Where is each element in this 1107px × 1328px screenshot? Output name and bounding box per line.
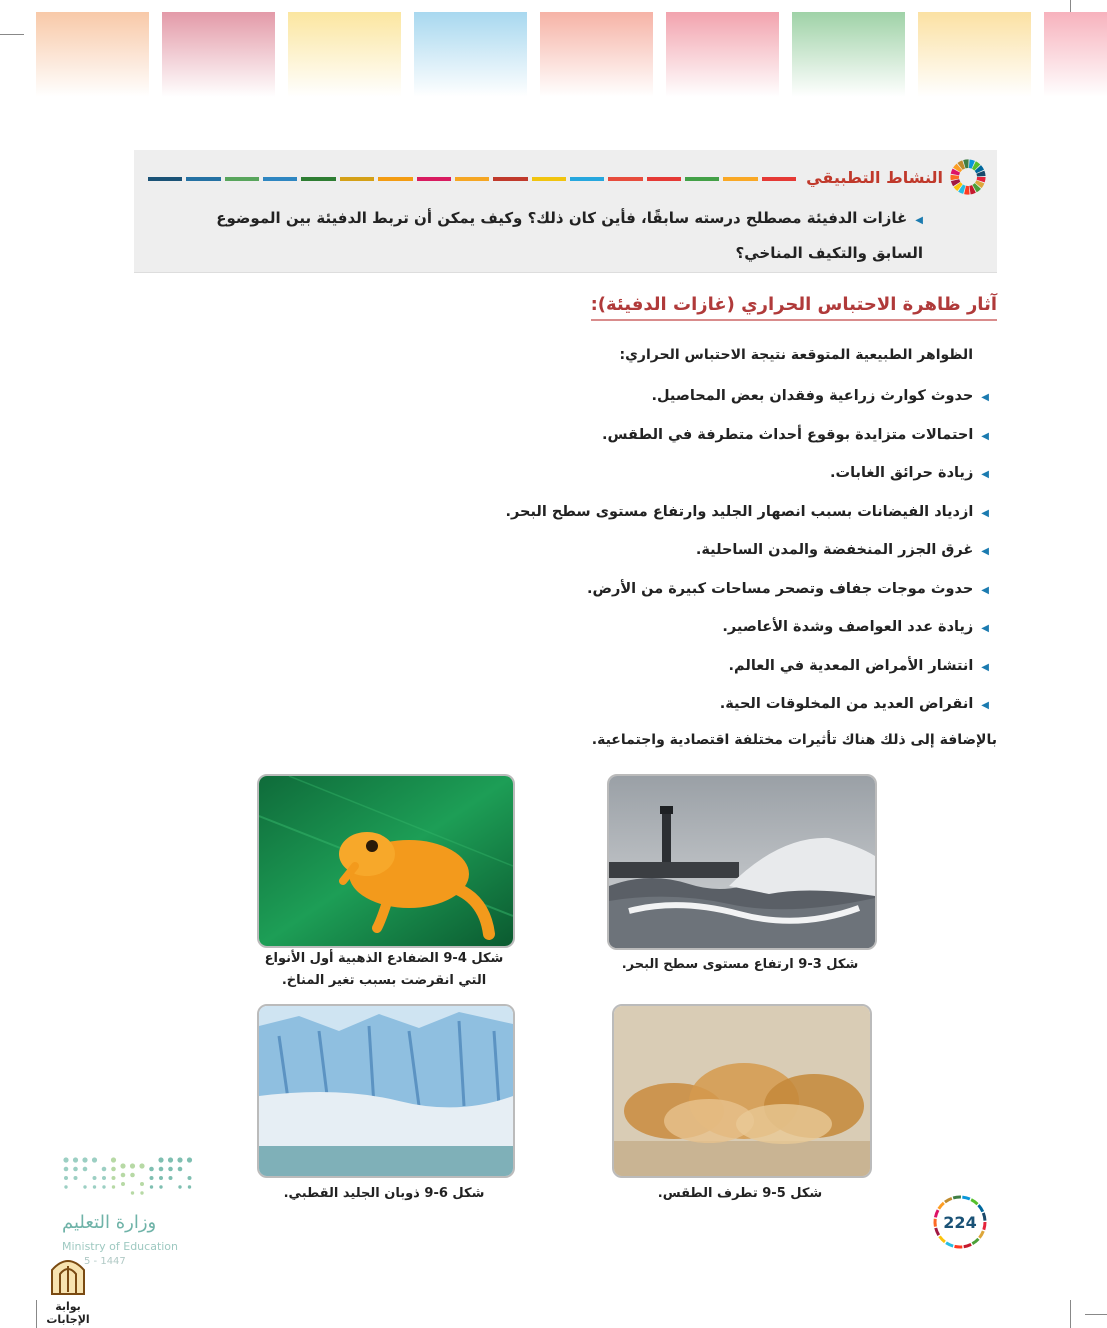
activity-title: النشاط التطبيقي (806, 168, 943, 187)
logo-dot (92, 1157, 97, 1162)
color-stripe (647, 177, 681, 181)
logo-dot (102, 1167, 107, 1172)
effects-list (289, 388, 989, 735)
activity-question-text: غازات الدفيئة مصطلح درسته سابقًا، فأين كان ذلك؟ وكيف يمكن أن تربط الدفيئة بين الموضوع السابق والتكيف المناخي؟ (216, 209, 923, 262)
ring-segment (975, 186, 978, 189)
list-item: ◀زيادة عدد العواصف وشدة الأعاصير. (722, 619, 989, 635)
list-item: ◀حدوث موجات جفاف وتصحر مساحات كبيرة من الأرض. (586, 580, 989, 597)
bullet-icon: ◀ (981, 661, 989, 673)
logo-dot (150, 1176, 154, 1180)
color-stripe (186, 177, 220, 181)
header-tab (792, 12, 905, 97)
color-stripe (570, 177, 604, 181)
ring-segment (957, 167, 960, 170)
logo-dot (159, 1176, 163, 1180)
ring-segment (970, 189, 974, 190)
logo-dot (121, 1182, 125, 1186)
crop-mark (0, 34, 24, 35)
ministry-logo-dots-icon (60, 1152, 200, 1212)
crop-mark (1070, 1300, 1071, 1328)
color-stripe (493, 177, 527, 181)
logo-dot (159, 1185, 162, 1188)
ring-segment (964, 164, 968, 165)
header-tab (288, 12, 401, 97)
header-tab (162, 12, 275, 97)
bullet-icon: ◀ (981, 507, 989, 519)
logo-dot (93, 1185, 96, 1188)
bullet-icon: ◀ (915, 215, 923, 226)
watermark-text: بوابة الإجابات (46, 1300, 90, 1326)
list-item: ◀حدوث كوارث زراعية وفقدان بعض المحاصيل. (651, 388, 989, 404)
logo-dot (177, 1157, 182, 1162)
logo-dot (188, 1185, 191, 1188)
logo-dot (159, 1167, 164, 1172)
ring-segment (978, 182, 980, 186)
color-stripe (340, 177, 374, 181)
header-tab (414, 12, 527, 97)
ring-segment (957, 185, 960, 188)
logo-dot (139, 1163, 144, 1168)
logo-dot (102, 1185, 105, 1188)
color-stripe (762, 177, 796, 181)
ministry-name-arabic: وزارة التعليم (62, 1212, 157, 1233)
list-item: ◀غرق الجزر المنخفضة والمدن الساحلية. (695, 542, 989, 558)
list-item: ◀انتشار الأمراض المعدية في العالم. (728, 657, 989, 674)
logo-dot (178, 1185, 181, 1188)
logo-dot (102, 1176, 106, 1180)
color-stripe (532, 177, 566, 181)
closing-text: بالإضافة إلى ذلك هناك تأثيرات مختلفة اقتصادية واجتماعية. (591, 732, 997, 748)
logo-dot (112, 1176, 116, 1180)
logo-dot (64, 1185, 67, 1188)
color-stripe (608, 177, 642, 181)
header-tab (666, 12, 779, 97)
color-stripe (455, 177, 489, 181)
logo-dot (121, 1173, 126, 1178)
watermark (34, 1252, 102, 1326)
bullet-icon: ◀ (981, 546, 989, 557)
activity-question (164, 202, 923, 269)
ministry-name-english: Ministry of Education (62, 1240, 179, 1253)
header-tab (36, 12, 149, 97)
logo-dot (130, 1163, 135, 1168)
logo-dot (187, 1157, 192, 1162)
color-stripe (378, 177, 412, 181)
color-stripe (148, 177, 182, 181)
figure-extreme-weather-caption: شكل 5-9 تطرف الطقس. (657, 1186, 823, 1201)
logo-dot (64, 1176, 68, 1180)
bullet-icon: ◀ (981, 430, 989, 442)
ring-segment (981, 177, 982, 181)
ring-segment (955, 180, 957, 184)
figure-extreme-weather-image (612, 1004, 872, 1178)
ring-segment (961, 188, 965, 190)
header-color-tabs (36, 12, 1107, 97)
logo-dot (140, 1191, 143, 1194)
list-item: ◀احتمالات متزايدة بوقوع أحداث متطرفة في الطقس. (602, 426, 989, 443)
header-tab (1044, 12, 1107, 97)
ring-segment (978, 168, 980, 171)
logo-dot (63, 1157, 68, 1162)
color-stripe (225, 177, 259, 181)
logo-dot (73, 1167, 78, 1172)
section-title: آثار ظاهرة الاحتباس الحراري (غازات الدفيئة): (591, 294, 997, 321)
logo-dot (82, 1157, 87, 1162)
logo-dot (111, 1157, 116, 1162)
logo-dot (169, 1176, 173, 1180)
list-item: ◀انقراض العديد من المخلوقات الحية. (719, 696, 989, 712)
logo-dot (120, 1163, 125, 1168)
page-number: 224 (943, 1212, 977, 1232)
section-intro: الظواهر الطبيعية المتوقعة نتيجة الاحتباس الحراري: (619, 347, 973, 363)
figure-glacier-image (257, 1004, 515, 1178)
logo-dot (158, 1157, 163, 1162)
logo-dot (149, 1167, 154, 1172)
activity-color-stripes (148, 177, 796, 181)
color-stripe (723, 177, 757, 181)
logo-dot (150, 1185, 153, 1188)
figure-golden-toad-image (257, 774, 515, 948)
logo-dot (64, 1167, 69, 1172)
list-item: ◀زيادة حرائق الغابات. (829, 465, 989, 481)
logo-dot (168, 1157, 173, 1162)
header-tab (918, 12, 1031, 97)
ring-segment (974, 165, 977, 167)
logo-dot (178, 1167, 183, 1172)
bullet-icon: ◀ (981, 469, 989, 480)
logo-dot (83, 1185, 86, 1188)
watermark-logo-icon (48, 1252, 88, 1296)
ring-segment (980, 172, 981, 176)
figure-sea-level-image (607, 774, 877, 950)
logo-dot (74, 1176, 78, 1180)
ring-segment (969, 164, 973, 165)
figure-glacier-caption: شكل 6-9 ذوبان الجليد القطبي. (283, 1186, 485, 1201)
logo-dot (73, 1157, 78, 1162)
color-stripe (685, 177, 719, 181)
logo-dot (131, 1191, 134, 1194)
color-stripe (301, 177, 335, 181)
ring-segment (955, 171, 956, 175)
figure-sea-level-caption: شكل 3-9 ارتفاع مستوى سطح البحر. (621, 957, 859, 972)
sdg-wheel-icon (949, 158, 987, 196)
logo-dot (112, 1185, 115, 1188)
color-stripe (417, 177, 451, 181)
list-item: ◀ازدياد الفيضانات بسبب انصهار الجليد وارتفاع مستوى سطح البحر. (505, 503, 989, 520)
color-stripe (263, 177, 297, 181)
logo-dot (168, 1167, 173, 1172)
logo-dot (188, 1176, 192, 1180)
activity-box (134, 150, 997, 273)
ring-segment (960, 164, 964, 166)
bullet-icon: ◀ (981, 623, 989, 634)
logo-dot (93, 1176, 97, 1180)
ministry-year: 5 - 1447 (84, 1256, 126, 1267)
logo-dot (83, 1167, 88, 1172)
header-tab (540, 12, 653, 97)
bullet-icon: ◀ (981, 392, 989, 403)
crop-mark (1085, 1314, 1107, 1315)
logo-dot (140, 1182, 144, 1186)
bullet-icon: ◀ (981, 584, 989, 596)
logo-dot (111, 1167, 116, 1172)
figure-golden-toad-caption: شكل 4-9 الضفادع الذهبية أول الأنواع التي انقرضت بسبب تغير المناخ. (264, 951, 504, 988)
logo-dot (130, 1173, 135, 1178)
bullet-icon: ◀ (981, 700, 989, 711)
